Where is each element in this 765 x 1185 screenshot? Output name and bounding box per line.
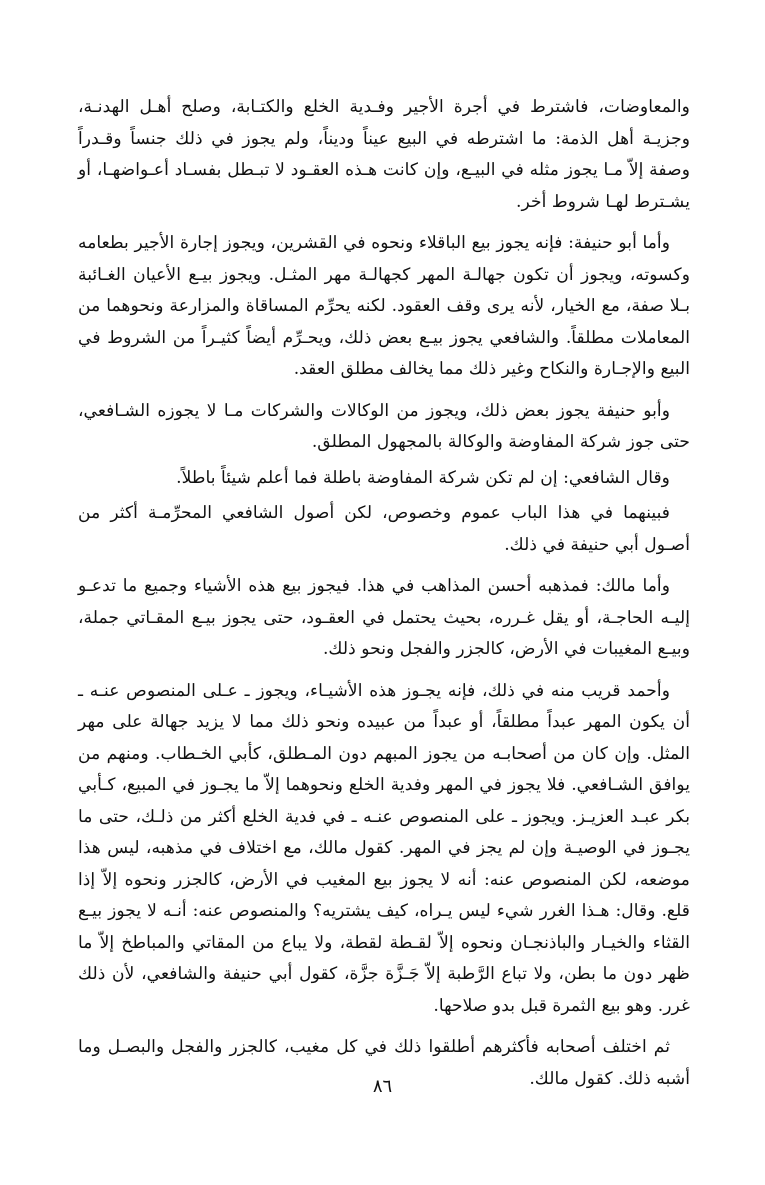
paragraph-shafii-quote: وقال الشافعي: إن لم تكن شركة المفاوضة باطلة فما أعلم شيئاً باطلاً. — [176, 467, 670, 488]
paragraph-abu-hanifa: وأما أبو حنيفة: فإنه يجوز بيع الباقلاء ونحوه في القشرين، ويجوز إجارة الأجير بطعامه وكسوته، ويجوز أن تكون جهالـة المهر كجهالـة مهر المثـل. ويجوز بيـع الأعيان الغـائبة بـلا صفة، مع الخيار، لأنه يرى وقف العقود. لكنه يحرِّم المساقاة والمزارعة ونحوهما من المعاملات مطلقاً. والشافعي يجوز بيـع بعض ذلك، ويحـرِّم أيضاً كثيـراً من الشروط في البيع والإجـارة والنكاح وغير ذلك مما يخالف مطلق العقد. — [78, 233, 690, 379]
paragraph-abu-hanifa-partnerships: وأبو حنيفة يجوز بعض ذلك، ويجوز من الوكالات والشركات مـا لا يجوزه الشـافعي، حتى جوز شركة المفاوضة والوكالة بالمجهول المطلق. — [78, 400, 690, 452]
paragraph-ahmad: وأحمد قريب منه في ذلك، فإنه يجـوز هذه الأشيـاء، ويجوز ـ عـلى المنصوص عنـه ـ أن يكون المهر عبداً مطلقاً، أو عبداً من عبيده ونحو ذلك مما لا يزيد جهالة على مهر المثل. وإن كان من أصحابـه من يجوز المبهم دون المـطلق، كأبي الخـطاب. ومنهم من يوافق الشـافعي. فلا يجوز في المهر وفدية الخلع ونحوهما إلاّ ما يجـوز في المبيع، كـأبي بكر عبـد العزيـز. ويجوز ـ على المنصوص عنـه ـ في فدية الخلع أكثر من ذلـك، حتى ما يجـوز في الوصيـة وإن لم يجز في المهر. كقول مالك، مع اختلاف في مذهبه، ليس هذا موضعه، لكن المنصوص عنه: أنه لا يجوز بيع المغيب في الأرض، كالجزر ونحوه إلاّ إذا قلع. وقال: هـذا الغرر شيء ليس يـراه، كيف يشتريه؟ والمنصوص عنه: أنـه لا يجوز بيـع القثاء والخيـار والباذنجـان ونحوه إلاّ لقـطة لقطة، ولا يباع من المقاتي والمباطخ إلاّ ما ظهر دون ما بطن، ولا تباع الرَّطبة إلاّ جَـزَّة جزَّة، كقول أبي حنيفة والشافعي، لأن ذلك غرر. وهو بيع الثمرة قبل بدو صلاحها. — [78, 680, 690, 1016]
paragraph-malik: وأما مالك: فمذهبه أحسن المذاهب في هذا. فيجوز بيع هذه الأشياء وجميع ما تدعـو إليـه الحاجـة، أو يقل غـرره، بحيث يحتمل في العقـود، حتى يجوز بيـع المقـاتي جملة، وبيـع المغيبات في الأرض، كالجزر والفجل ونحو ذلك. — [78, 576, 690, 659]
paragraph-continuation: والمعاوضات، فاشترط في أجرة الأجير وفـدية الخلع والكتـابة، وصلح أهـل الهدنـة، وجزيـة أهل الذمة: ما اشترطه في البيع عيناً وديناً، ولم يجوز في ذلك جنساً وقـدراً وصفة إلاّ مـا يجوز مثله في البيـع، وإن كانت هـذه العقـود لا تبـطل بفسـاد أعـواضهـا، أو يشـترط لهـا شروط أخر. — [78, 97, 690, 212]
page-number: ٨٦ — [372, 1076, 393, 1097]
page-body-text — [78, 92, 690, 1105]
paragraph-ahmad-companions: ثم اختلف أصحابه فأكثرهم أطلقوا ذلك في كل مغيب، كالجزر والفجل والبصـل وما أشبه ذلك. كقول مالك. — [78, 1037, 690, 1089]
paragraph-comparison: فبينهما في هذا الباب عموم وخصوص، لكن أصول الشافعي المحرِّمـة أكثر من أصـول أبي حنيفة في ذلك. — [78, 503, 690, 555]
